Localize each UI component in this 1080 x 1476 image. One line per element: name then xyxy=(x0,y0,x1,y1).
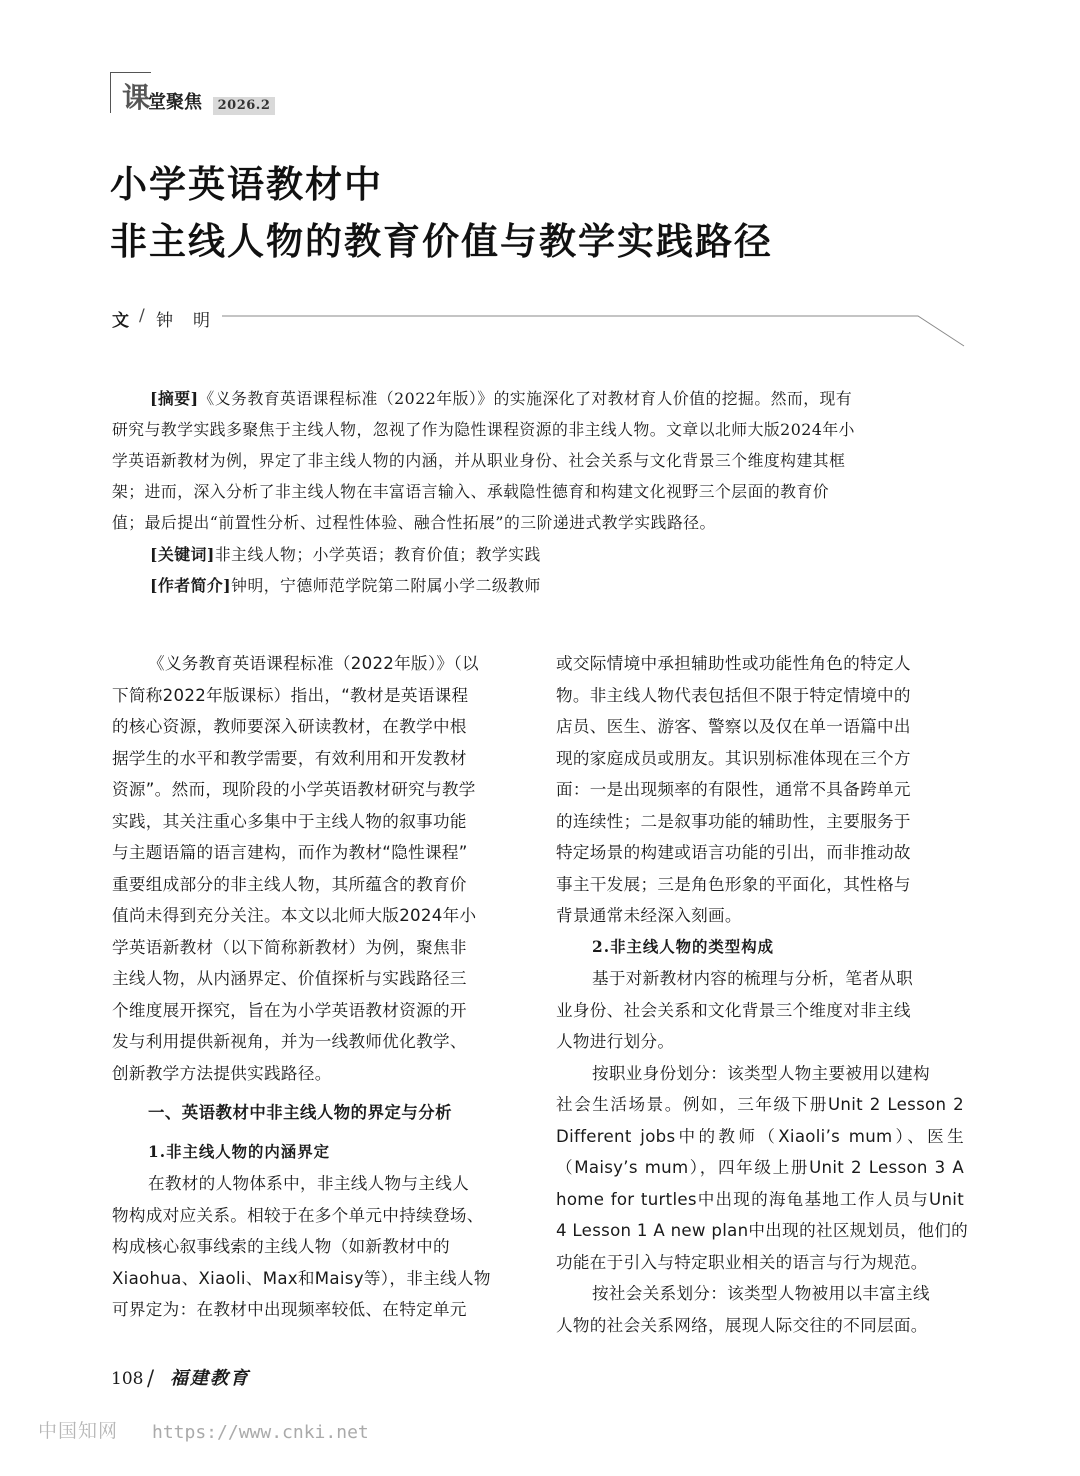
subsection-heading: 1.非主线人物的内涵界定 xyxy=(148,1142,330,1161)
paragraph-line: 特定场景的构建或语言功能的引出，而非推动故 xyxy=(556,843,911,862)
paragraph-line: 基于对新教材内容的梳理与分析，笔者从职 xyxy=(592,969,913,988)
body-column-left xyxy=(112,648,520,1326)
issue-badge: 2026.2 xyxy=(213,97,275,115)
page-number: 108 xyxy=(111,1369,144,1389)
paragraph-line: 在教材的人物体系中，非主线人物与主线人 xyxy=(148,1174,469,1193)
paragraph-line: 业身份、社会关系和文化背景三个维度对非主线 xyxy=(556,1000,911,1020)
column-name-initial: 课 xyxy=(122,81,151,114)
paragraph-line: 重要组成部分的非主线人物，其所蕴含的教育价 xyxy=(112,874,467,894)
body-column-right xyxy=(556,648,969,1341)
paragraph-line: 按职业身份划分：该类型人物主要被用以建构 xyxy=(592,1063,930,1083)
paragraph-line: 面：一是出现频率的有限性，通常不具备跨单元 xyxy=(556,780,911,799)
keywords-text: 非主线人物；小学英语；教育价值；教学实践 xyxy=(214,545,541,564)
article-title-line-1: 小学英语教材中 xyxy=(110,163,383,206)
paragraph-line: 《义务教育英语课程标准（2022年版）》（以 xyxy=(148,654,479,673)
journal-name: 福建教育 xyxy=(170,1368,250,1389)
byline-slash: / xyxy=(139,306,145,326)
paragraph-line: 发与利用提供新视角，并为一线教师优化教学、 xyxy=(112,1032,467,1051)
paragraph-line: 学英语新教材（以下简称新教材）为例，聚焦非 xyxy=(112,937,467,957)
section-heading: 一、英语教材中非主线人物的界定与分析 xyxy=(148,1103,453,1122)
keywords-label: [关键词] xyxy=(150,545,215,564)
abstract-line: 值；最后提出“前置性分析、过程性体验、融合性拓展”的三阶递进式教学实践路径。 xyxy=(112,513,716,532)
paragraph-line: 或交际情境中承担辅助性或功能性角色的特定人 xyxy=(556,654,911,673)
paragraph-line: 创新教学方法提供实践路径。 xyxy=(112,1063,332,1083)
paragraph-line: 的核心资源，教师要深入研读教材，在教学中根 xyxy=(112,717,467,736)
paragraph-line: 下简称2022年版课标）指出，“教材是英语课程 xyxy=(112,685,469,705)
paragraph-line: 主线人物，从内涵界定、价值探析与实践路径三 xyxy=(112,969,467,988)
paragraph-line: 资源”。然而，现阶段的小学英语教材研究与教学 xyxy=(112,780,476,799)
paragraph-line: 4 Lesson 1 A new plan中出现的社区规划员，他们的 xyxy=(556,1221,969,1240)
abstract-line: 研究与教学实践多聚焦于主线人物，忽视了作为隐性课程资源的非主线人物。文章以北师大版2024年小 xyxy=(112,420,855,439)
abstract-line: 学英语新教材为例，界定了非主线人物的内涵，并从职业身份、社会关系与文化背景三个维度构建其框 xyxy=(112,451,846,470)
author-name: 钟明 xyxy=(156,311,230,331)
paragraph-line: 实践，其关注重心多集中于主线人物的叙事功能 xyxy=(112,811,467,831)
paragraph-line: Xiaohua、Xiaoli、Max和Maisy等），非主线人物 xyxy=(112,1268,491,1288)
paragraph-line: 物。非主线人物代表包括但不限于特定情境中的 xyxy=(556,685,911,705)
paragraph-line: 现的家庭成员或朋友。其识别标准体现在三个方 xyxy=(556,748,911,768)
author-bio-label: [作者简介] xyxy=(150,576,232,595)
paragraph-line: 人物进行划分。 xyxy=(556,1032,675,1051)
author-bio xyxy=(150,573,541,599)
paragraph-line: 按社会关系划分：该类型人物被用以丰富主线 xyxy=(592,1284,930,1303)
footer-slash: / xyxy=(147,1366,155,1390)
paragraph-line: 店员、医生、游客、警察以及仅在单一语篇中出 xyxy=(556,717,911,736)
paragraph-line: 背景通常未经深入刻画。 xyxy=(556,906,742,925)
byline-rule xyxy=(0,0,1080,360)
paragraph-line: 可界定为：在教材中出现频率较低、在特定单元 xyxy=(112,1300,467,1319)
paragraph-line: 值尚未得到充分关注。本文以北师大版2024年小 xyxy=(112,906,477,925)
paragraph-line: 事主干发展；三是角色形象的平面化，其性格与 xyxy=(556,874,911,894)
article-title-line-2: 非主线人物的教育价值与教学实践路径 xyxy=(110,220,773,263)
subsection-heading: 2.非主线人物的类型构成 xyxy=(592,937,774,956)
paragraph-line: 物构成对应关系。相较于在多个单元中持续登场、 xyxy=(112,1205,484,1225)
paragraph-line: Different jobs中的教师（Xiaoli’s mum）、医生 xyxy=(556,1126,964,1146)
abstract-label: [摘要] xyxy=(150,389,199,408)
paragraph-line: 人物的社会关系网络，展现人际交往的不同层面。 xyxy=(556,1315,928,1335)
paragraph-line: 功能在于引入与特定职业相关的语言与行为规范。 xyxy=(556,1252,928,1272)
paragraph-line: 据学生的水平和教学需要，有效利用和开发教材 xyxy=(112,748,467,768)
paragraph-line: （Maisy’s mum），四年级上册Unit 2 Lesson 3 A xyxy=(556,1158,964,1177)
abstract xyxy=(112,383,964,538)
paragraph-line: 社会生活场景。例如，三年级下册Unit 2 Lesson 2 xyxy=(556,1095,964,1114)
paragraph-line: 的连续性；二是叙事功能的辅助性，主要服务于 xyxy=(556,811,911,831)
paragraph-line: 个维度展开探究，旨在为小学英语教材资源的开 xyxy=(112,1000,467,1020)
byline-prefix: 文 xyxy=(112,311,129,331)
watermark-cnki-name: 中国知网 xyxy=(38,1420,119,1442)
paragraph-line: 与主题语篇的语言建构，而作为教材“隐性课程” xyxy=(112,843,468,862)
keywords xyxy=(150,542,541,568)
author-bio-text: 钟明，宁德师范学院第二附属小学二级教师 xyxy=(231,576,541,595)
paragraph-line: 构成核心叙事线索的主线人物（如新教材中的 xyxy=(112,1237,450,1256)
abstract-line: 架；进而，深入分析了非主线人物在丰富语言输入、承载隐性德育和构建文化视野三个层面的教育价 xyxy=(112,482,830,501)
column-name: 堂聚焦 xyxy=(148,92,202,113)
abstract-line: [摘要]《义务教育英语课程标准（2022年版）》的实施深化了对教材育人价值的挖掘。然而，现有 xyxy=(150,389,853,408)
watermark-url: https://www.cnki.net xyxy=(152,1422,369,1443)
paragraph-line: home for turtles中出现的海龟基地工作人员与Unit xyxy=(556,1189,964,1209)
